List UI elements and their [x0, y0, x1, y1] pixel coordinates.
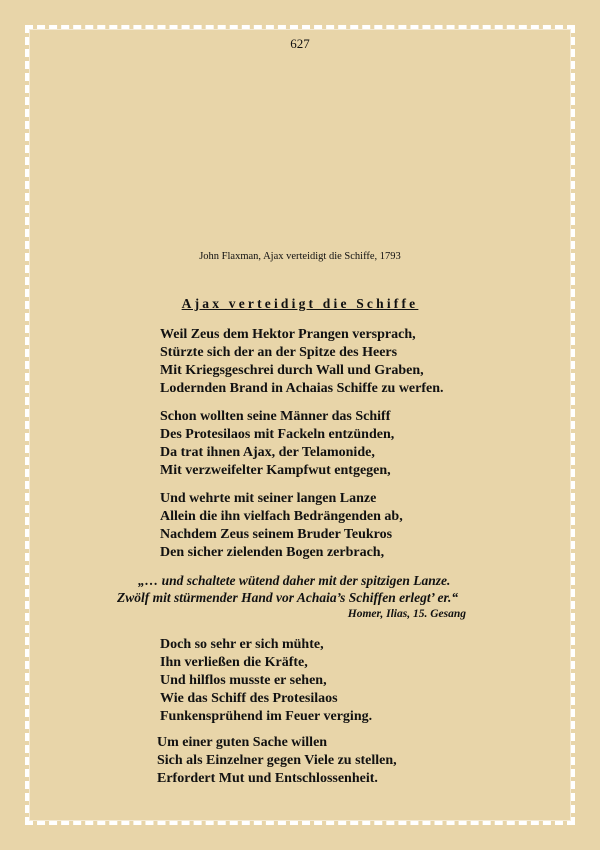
verse-line: Mit Kriegsgeschrei durch Wall und Graben,: [160, 363, 424, 378]
verse-line: Wie das Schiff des Protesilaos: [160, 691, 338, 706]
quote-source: Homer, Ilias, 15. Gesang: [347, 608, 466, 620]
verse-line: Des Protesilaos mit Fackeln entzünden,: [160, 427, 395, 442]
verse-line: Allein die ihn vielfach Bedrängenden ab,: [160, 509, 403, 524]
stanza: [160, 490, 403, 562]
verse-line: Sich als Einzelner gegen Viele zu stellen,: [157, 753, 397, 768]
verse-line: Den sicher zielenden Bogen zerbrach,: [160, 545, 385, 560]
quote-line: Zwölf mit stürmender Hand vor Achaia’s Schiffen erlegt’ er.“: [117, 590, 459, 605]
verse-line: Funkensprühend im Feuer verging.: [160, 709, 373, 724]
quote-line: „… und schaltete wütend daher mit der spitzigen Lanze.: [138, 573, 451, 588]
verse-line: Weil Zeus dem Hektor Prangen versprach,: [160, 327, 416, 342]
verse-line: Ihn verließen die Kräfte,: [160, 655, 308, 670]
verse-line: Da trat ihnen Ajax, der Telamonide,: [160, 445, 375, 460]
verse-line: Lodernden Brand in Achaias Schiffe zu werfen.: [160, 381, 444, 396]
verse-line: Und hilflos musste er sehen,: [160, 673, 327, 688]
verse-line: Um einer guten Sache willen: [157, 735, 328, 750]
poem-title: Ajax verteidigt die Schiffe: [181, 296, 419, 311]
verse-line: Schon wollten seine Männer das Schiff: [160, 409, 391, 424]
verse-line: Mit verzweifelter Kampfwut entgegen,: [160, 463, 391, 478]
page-number: 627: [290, 36, 310, 51]
verse-line: Nachdem Zeus seinem Bruder Teukros: [160, 527, 393, 542]
image-caption: John Flaxman, Ajax verteidigt die Schiffe, 1793: [199, 251, 401, 262]
verse-line: Doch so sehr er sich mühte,: [160, 637, 324, 652]
verse-line: Stürzte sich der an der Spitze des Heers: [160, 345, 398, 360]
verse-line: Und wehrte mit seiner langen Lanze: [160, 491, 377, 506]
stanza: [160, 408, 394, 480]
verse-line: Erfordert Mut und Entschlossenheit.: [157, 771, 378, 786]
stanza: [160, 326, 444, 398]
stanza: [160, 636, 372, 726]
stanza: [157, 734, 397, 788]
